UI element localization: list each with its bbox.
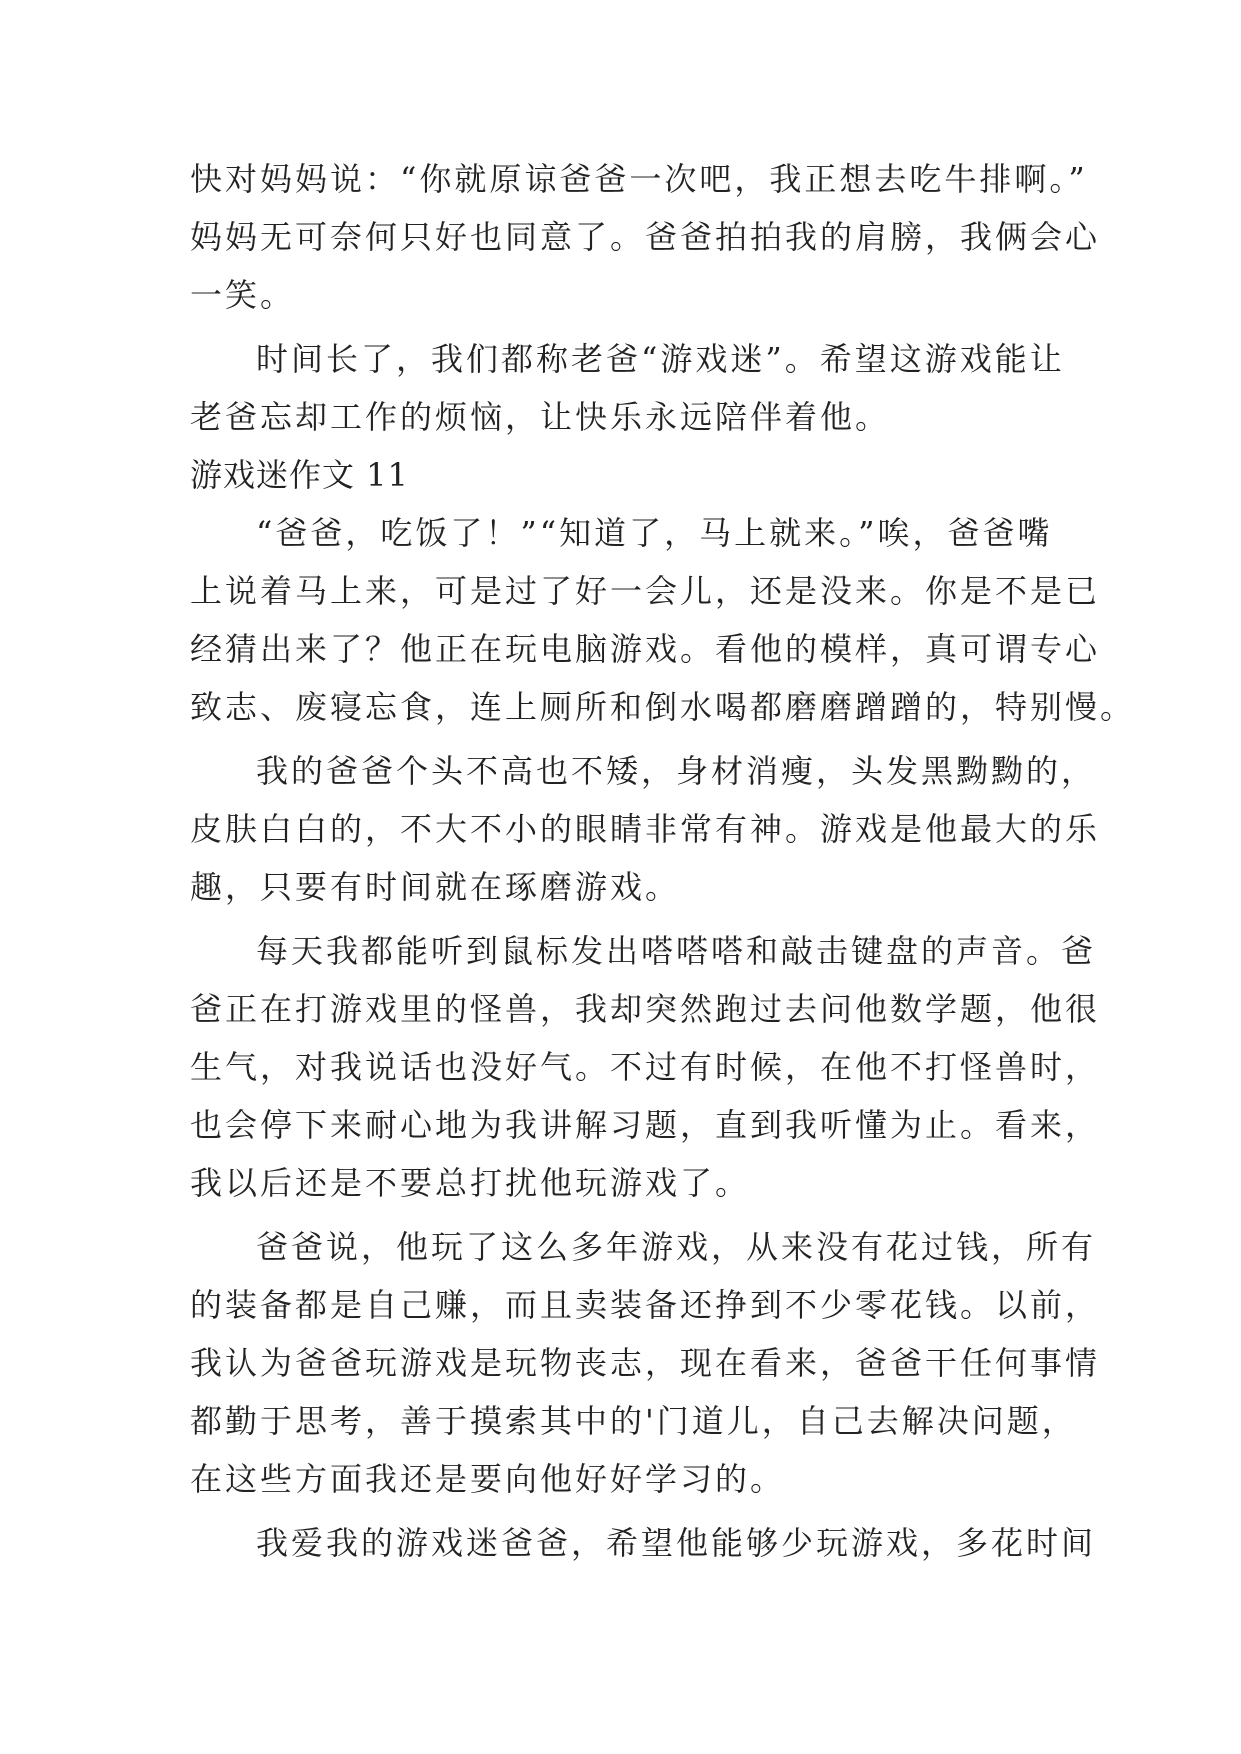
text-line: 快对妈妈说：“你就原谅爸爸一次吧，我正想去吃牛排啊。” [190,160,1088,198]
paragraph-continuation [190,150,1101,324]
document-body [190,150,1136,1572]
section-title: 游戏迷作文 11 [190,456,409,494]
text-line: 爸正在打游戏里的怪兽，我却突然跑过去问他数学题，他很 [190,990,1101,1028]
text-line: 趣，只要有时间就在琢磨游戏。 [190,868,681,906]
text-line: 妈妈无可奈何只好也同意了。爸爸拍拍我的肩膀，我俩会心 [190,218,1101,256]
text-line: 我的爸爸个头不高也不矮，身材消瘦，头发黑黝黝的， [256,752,1097,790]
text-line: 都勤于思考，善于摸索其中的'门道儿，自己去解决问题， [190,1402,1077,1440]
text-line: 皮肤白白的，不大不小的眼睛非常有神。游戏是他最大的乐 [190,810,1101,848]
paragraph-money [190,1218,1101,1508]
text-line: 一笑。 [190,276,296,314]
text-line: “爸爸，吃饭了！”“知道了，马上就来。”唉，爸爸嘴 [256,514,1053,552]
text-line: 老爸忘却工作的烦恼，让快乐永远陪伴着他。 [190,398,891,436]
text-line: 上说着马上来，可是过了好一会儿，还是没来。你是不是已 [190,572,1101,610]
section-heading [190,446,1060,504]
text-line: 也会停下来耐心地为我讲解习题，直到我听懂为止。看来， [190,1106,1101,1144]
text-line: 的装备都是自己赚，而且卖装备还挣到不少零花钱。以前， [190,1286,1101,1324]
paragraph-mouse [190,922,1101,1212]
text-line: 每天我都能听到鼠标发出嗒嗒嗒和敲击键盘的声音。爸 [256,932,1097,970]
text-line: 在这些方面我还是要向他好好学习的。 [190,1460,786,1498]
paragraph-time [190,330,1065,446]
text-line: 时间长了，我们都称老爸“游戏迷”。希望这游戏能让 [256,340,1065,378]
text-line: 爸爸说，他玩了这么多年游戏，从来没有花过钱，所有 [256,1228,1097,1266]
text-line: 我爱我的游戏迷爸爸，希望他能够少玩游戏，多花时间 [256,1524,1097,1562]
paragraph-dinner [190,504,1136,736]
text-line: 我以后还是不要总打扰他玩游戏了。 [190,1164,751,1202]
paragraph-love [190,1514,1097,1572]
text-line: 我认为爸爸玩游戏是玩物丧志，现在看来，爸爸干任何事情 [190,1344,1101,1382]
paragraph-looks [190,742,1101,916]
text-line: 生气，对我说话也没好气。不过有时候，在他不打怪兽时， [190,1048,1101,1086]
text-line: 致志、废寝忘食，连上厕所和倒水喝都磨磨蹭蹭的，特别慢。 [190,688,1136,726]
text-line: 经猜出来了？他正在玩电脑游戏。看他的模样，真可谓专心 [190,630,1101,668]
